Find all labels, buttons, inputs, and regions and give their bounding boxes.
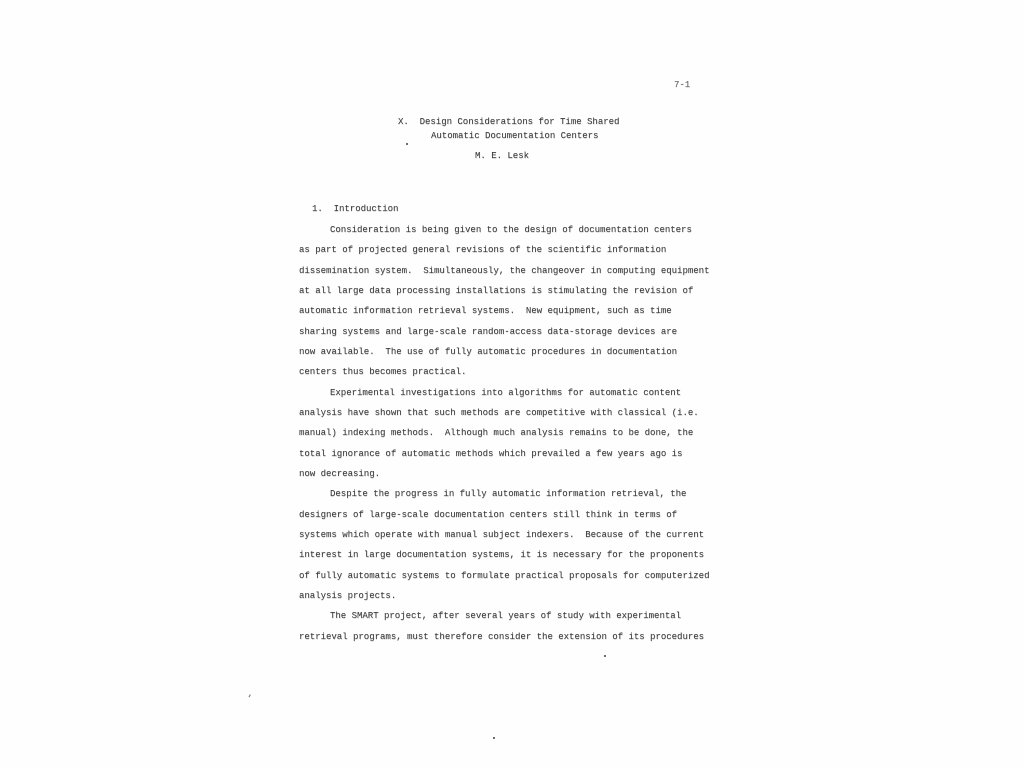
- body-line: interest in large documentation systems, it is necessary for the proponents: [299, 550, 705, 561]
- body-line: as part of projected general revisions of the scientific information: [299, 245, 667, 256]
- document-title-line-2: Automatic Documentation Centers: [431, 131, 599, 141]
- scan-speck: [493, 737, 495, 739]
- body-line: analysis have shown that such methods are competitive with classical (i.e.: [299, 407, 699, 418]
- body-line: now decreasing.: [299, 468, 381, 479]
- body-line: dissemination system. Simultaneously, the changeover in computing equipment: [299, 265, 710, 276]
- body-line: centers thus becomes practical.: [299, 367, 467, 378]
- document-title-line-1: X. Design Considerations for Time Shared: [398, 117, 620, 127]
- scan-speck: [249, 694, 254, 699]
- scan-speck: [604, 655, 606, 657]
- body-line: analysis projects.: [299, 590, 397, 601]
- body-line: total ignorance of automatic methods which prevailed a few years ago is: [299, 448, 683, 459]
- body-line: systems which operate with manual subject indexers. Because of the current: [299, 529, 705, 540]
- body-line: of fully automatic systems to formulate practical proposals for computerized: [299, 570, 710, 581]
- body-line: Experimental investigations into algorithms for automatic content: [330, 387, 682, 398]
- body-line: at all large data processing installations is stimulating the revision of: [299, 285, 694, 296]
- body-line: The SMART project, after several years of study with experimental: [330, 611, 682, 622]
- author-name: M. E. Lesk: [475, 151, 530, 161]
- body-line: now available. The use of fully automatic procedures in documentation: [299, 346, 678, 357]
- body-line: sharing systems and large-scale random-access data-storage devices are: [299, 326, 678, 337]
- body-text: [299, 220, 719, 647]
- body-line: Consideration is being given to the design of documentation centers: [330, 225, 692, 235]
- body-line: retrieval programs, must therefore consider the extension of its procedures: [299, 631, 705, 642]
- scan-speck: [406, 143, 408, 145]
- body-line: designers of large-scale documentation centers still think in terms of: [299, 509, 678, 520]
- body-line: automatic information retrieval systems. New equipment, such as time: [299, 306, 672, 317]
- section-heading: 1. Introduction: [312, 204, 399, 214]
- body-line: Despite the progress in fully automatic information retrieval, the: [330, 489, 687, 500]
- body-line: manual) indexing methods. Although much analysis remains to be done, the: [299, 428, 694, 439]
- page-number: 7-1: [674, 80, 691, 90]
